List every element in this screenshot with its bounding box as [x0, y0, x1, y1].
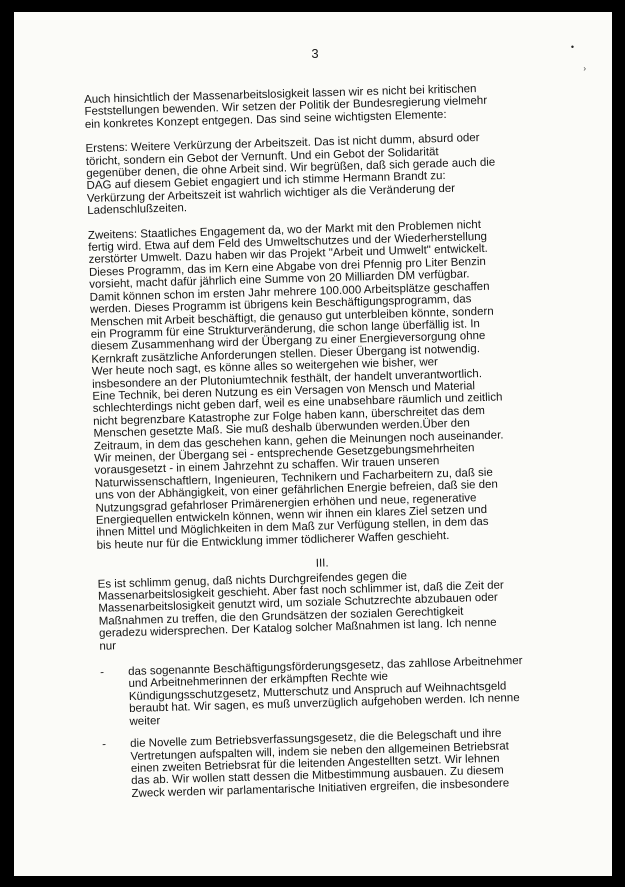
paragraph-section-intro: Es ist schlimm genug, daß nichts Durchgreifendes gegen die Massenarbeitslosigkeit geschieht. Aber fast noch schlimmer ist, daß die Zeit der Massenarbeitslosigkeit genutzt wird, um soziale Schutzrechte abzubauen oder Maßnahmen zu treffen, die den Grundsätzen der sozialen Gerechtigkeit geradezu widersprechen. Der Katalog solcher Maßnahmen ist lang. Ich nenne nur [97, 569, 504, 653]
scan-mark: • [570, 42, 574, 52]
document-body [84, 81, 554, 810]
list-bullet: - [100, 666, 105, 679]
document-page [14, 12, 612, 876]
list-item [102, 726, 554, 801]
paragraph-intro: Auch hinsichtlich der Massenarbeitslosigkeit lassen wir es nicht bei kritischen Feststellungen bewenden. Wir setzen der Politik der Bundesregierung vielmehr ein konkretes Konzept entgegen. Das sind seine wichtigsten Elemente: [84, 83, 488, 131]
list-item [100, 654, 552, 729]
paragraph-erstens: Erstens: Weitere Verkürzung der Arbeitszeit. Das ist nicht dumm, absurd oder töricht, sondern ein Gebot der Vernunft. Und ein Gebot der Solidarität gegenüber denen, die ohne Arbeit sind. Wir begrüßen, daß sich gerade auch die DAG auf diesem Gebiet engagiert und ich stimme Hermann Brandt zu: Verkürzung der Arbeitszeit ist wahrlich wichtiger als die Veränderung der Ladenschlußzeiten. [85, 132, 496, 218]
section-heading: III. [315, 557, 329, 570]
paragraph-zweitens: Zweitens: Staatliches Engagement da, wo der Markt mit den Problemen nicht fertig wird. Etwa auf dem Feld des Umweltschutzes und der Wiederherstellung zerstörter Umwelt. Dazu haben wir das Projekt "Arbeit und Umwelt" entwickelt. Dieses Programm, das im Kern eine Abgabe von drei Pfennig pro Liter Benzin vorsieht, macht dafür jährlich eine Summe von 20 Milliarden DM verfügbar. Damit können schon im ersten Jahr mehrere 100.000 Arbeitsplätze geschaffen werden. Dieses Programm ist übrigens kein Beschäftigungsprogramm, das Menschen mit Arbeit beschäftigt, die genauso gut unterbleiben könnte, sondern ein Programm für eine Strukturveränderung, die schon lange überfällig ist. In diesem Zusammenhang wird der Übergang zu einer Energieversorgung ohne Kernkraft zusätzliche Anforderungen stellen. Dieser Übergang ist notwendig. Wer heute noch sagt, es könne alles so weitergehen wie bisher, wer insbesondere an der Plutoniumtechnik festhält, der handelt unverantwortlich. Eine Technik, bei deren Nutzung es ein Versagen von Mensch und Material schlechterdings nicht geben darf, weil es eine unabsehbare räumlich und zeitlich nicht begrenzbare Katastrophe zur Folge haben kann, überschreitet das dem Menschen gesetzte Maß. Sie muß deshalb überwunden werden.Über den Zeitraum, in dem das geschehen kann, gehen die Meinungen noch auseinander. Wir meinen, der Übergang sei - entsprechende Gesetzgebungsmehrheiten vorausgesetzt - in einem Jahrzehnt zu schaffen. Wir trauen unseren Naturwissenschaftlern, Ingenieuren, Technikern und Facharbeitern zu, daß sie uns von der Abhängigkeit, von einer gefährlichen Energie befreien, daß sie den Nutzungsgrad gefahrloser Primärenergien erhöhen und neue, regenerative Energiequellen entwickeln können, wenn wir ihnen ein klares Ziel setzen und ihnen Mittel und Möglichkeiten in dem Maß zur Verfügung stellen, in dem das bis heute nur für die Entwicklung immer tödlicherer Waffen geschieht. [87, 218, 504, 552]
list-item-text: das sogenannte Beschäftigungsförderungsgesetz, das zahllose Arbeitnehmer und Arbeitnehmerinnen der erkämpften Rechte wie Kündigungsschutzgesetz, Mutterschutz und Anspruch auf Weihnachtsgeld beraubt hat. Wir sagen, es muß unverzüglich aufgehoben werden. Ich nenne weiter [127, 655, 523, 728]
list-bullet: - [102, 738, 107, 751]
page-number: 3 [311, 46, 319, 61]
scan-mark-secondary: › [583, 64, 586, 73]
list-item-text: die Novelle zum Betriebsverfassungsgesetz, die die Belegschaft und ihre Vertretungen aufspalten will, indem sie neben den allgemeinen Betriebsrat einen zweiten Betriebsrat für die leitenden Angestellten setzt. Wir lehnen das ab. Wir wollen statt dessen die Mitbestimmung ausbauen. Zu diesem Zweck werden wir parlamentarische Initiativen ergreifen, die insbesondere [130, 727, 510, 800]
